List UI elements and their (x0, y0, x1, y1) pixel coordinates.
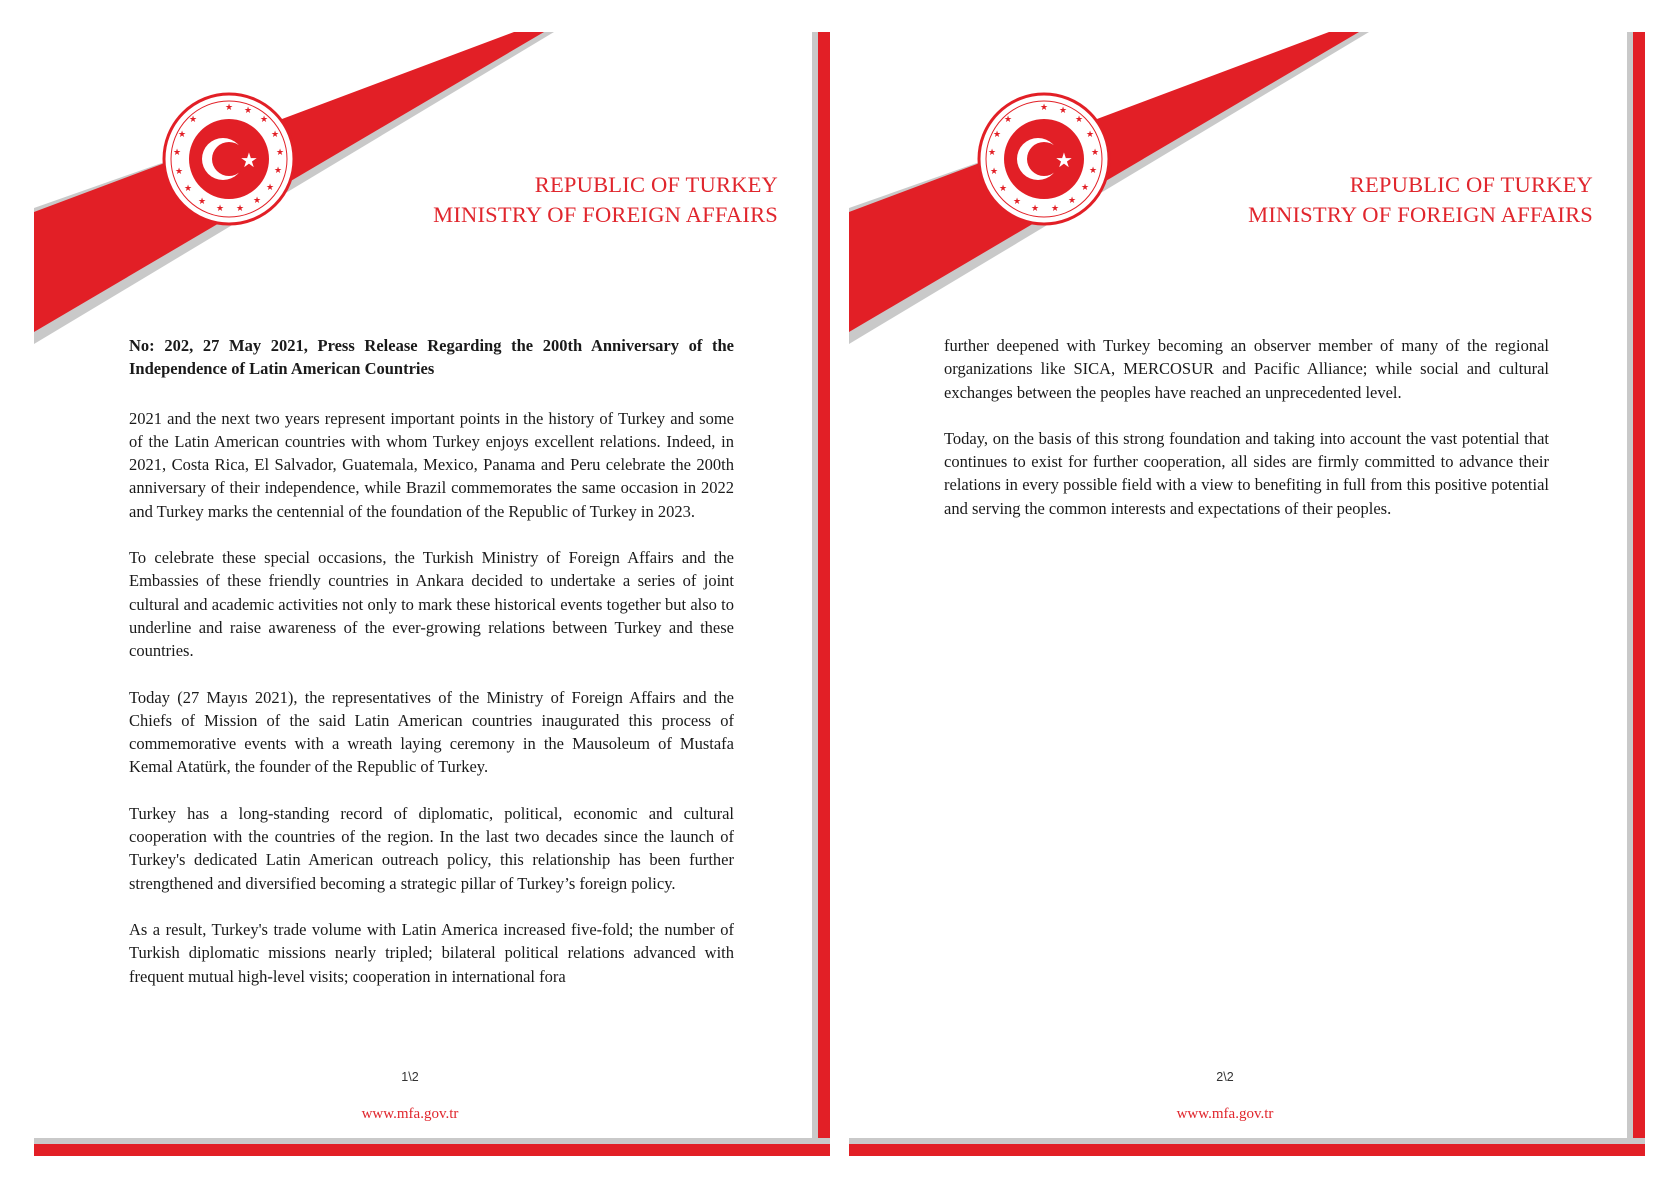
paragraph: Today (27 Mayıs 2021), the representatives of the Ministry of Foreign Affairs and the Chiefs of Mission of the said Latin American countries inaugurated this process of commemorative events with a wreath laying ceremony in the Mausoleum of Mustafa Kemal Atatürk, the founder of the Republic of Turkey. (129, 687, 734, 777)
svg-text:★: ★ (1058, 106, 1068, 116)
svg-text:★: ★ (1012, 197, 1022, 207)
svg-text:★: ★ (1080, 183, 1090, 193)
svg-text:★: ★ (1067, 196, 1077, 206)
svg-text:★: ★ (197, 197, 207, 207)
svg-text:★: ★ (987, 148, 997, 158)
svg-text:★: ★ (188, 115, 198, 125)
svg-text:★: ★ (275, 148, 285, 158)
org-line-1: REPUBLIC OF TURKEY (1349, 172, 1593, 197)
svg-text:★: ★ (1085, 130, 1095, 140)
svg-text:★: ★ (1030, 204, 1040, 214)
paragraph: Today, on the basis of this strong foundation and taking into account the vast potential that continues to exist for further cooperation, all sides are firmly committed to advance their relations in every possible field with a view to benefiting in full from this positive potential and serving the common interests and expectations of their peoples. (944, 428, 1549, 518)
org-line-1: REPUBLIC OF TURKEY (534, 172, 778, 197)
svg-text:★: ★ (215, 204, 225, 214)
svg-text:★: ★ (998, 184, 1008, 194)
document-page-2 (849, 32, 1645, 1156)
page-edge-right (818, 32, 830, 1156)
page-1-body (129, 334, 734, 1011)
page-number: 1\2 (401, 1070, 419, 1084)
svg-text:★: ★ (259, 115, 269, 125)
ministry-seal-icon (977, 92, 1111, 226)
paragraph: Turkey has a long-standing record of diplomatic, political, economic and cultural cooperation with the countries of the region. In the last two decades since the launch of Turkey's dedicated Latin American outreach policy, this relationship has been further strengthened and diversified becoming a strategic pillar of Turkey’s foreign policy. (129, 803, 734, 893)
svg-text:★: ★ (1090, 148, 1100, 158)
svg-text:★: ★ (224, 103, 234, 113)
org-line-2: MINISTRY OF FOREIGN AFFAIRS (1248, 202, 1593, 227)
ministry-name (433, 170, 778, 230)
page-edge-right (1633, 32, 1645, 1156)
page-2-body (944, 334, 1549, 543)
svg-text:★: ★ (1039, 103, 1049, 113)
paragraph: To celebrate these special occasions, the Turkish Ministry of Foreign Affairs and the Embassies of these friendly countries in Ankara decided to undertake a series of joint cultural and academic activities not only to mark these historical events together but also to underline and raise awareness of the ever-growing relations between Turkey and these countries. (129, 548, 734, 661)
document-page-1 (34, 32, 830, 1156)
org-line-2: MINISTRY OF FOREIGN AFFAIRS (433, 202, 778, 227)
page-number: 2\2 (1216, 1070, 1234, 1084)
paragraph: 2021 and the next two years represent important points in the history of Turkey and some of the Latin American countries with whom Turkey enjoys excellent relations. Indeed, in 2021, Costa Rica, El Salvador, Guatemala, Mexico, Panama and Peru celebrate the 200th anniversary of their independence, while Brazil commemorates the same occasion in 2022 and Turkey marks the centennial of the foundation of the Republic of Turkey in 2023. (129, 408, 734, 521)
page-edge-bottom (849, 1144, 1645, 1156)
paragraph: further deepened with Turkey becoming an observer member of many of the regional organizations like SICA, MERCOSUR and Pacific Alliance; while social and cultural exchanges between the peoples have reached an unprecedented level. (944, 336, 1549, 402)
page-edge-bottom (34, 1144, 830, 1156)
svg-text:★: ★ (992, 130, 1002, 140)
svg-text:★: ★ (235, 204, 245, 214)
website-link[interactable]: www.mfa.gov.tr (1176, 1106, 1274, 1122)
svg-text:★: ★ (183, 184, 193, 194)
svg-text:★: ★ (270, 130, 280, 140)
svg-text:★: ★ (174, 167, 184, 177)
svg-text:★: ★ (989, 167, 999, 177)
svg-text:★: ★ (1074, 115, 1084, 125)
website-link[interactable]: www.mfa.gov.tr (361, 1106, 459, 1122)
svg-text:★: ★ (1055, 148, 1073, 172)
ministry-seal-icon (162, 92, 296, 226)
svg-text:★: ★ (1003, 115, 1013, 125)
svg-text:★: ★ (172, 148, 182, 158)
svg-text:★: ★ (1050, 204, 1060, 214)
ministry-name (1248, 170, 1593, 230)
press-release-title: No: 202, 27 May 2021, Press Release Regarding the 200th Anniversary of the Independence of Latin American Countries (129, 336, 734, 379)
svg-text:★: ★ (240, 148, 258, 172)
svg-text:★: ★ (243, 106, 253, 116)
svg-text:★: ★ (177, 130, 187, 140)
svg-text:★: ★ (252, 196, 262, 206)
svg-text:★: ★ (1088, 166, 1098, 176)
svg-text:★: ★ (265, 183, 275, 193)
paragraph: As a result, Turkey's trade volume with Latin America increased five-fold; the number of Turkish diplomatic missions nearly tripled; bilateral political relations advanced with frequent mutual high-level visits; cooperation in international fora (129, 919, 734, 986)
svg-text:★: ★ (273, 166, 283, 176)
